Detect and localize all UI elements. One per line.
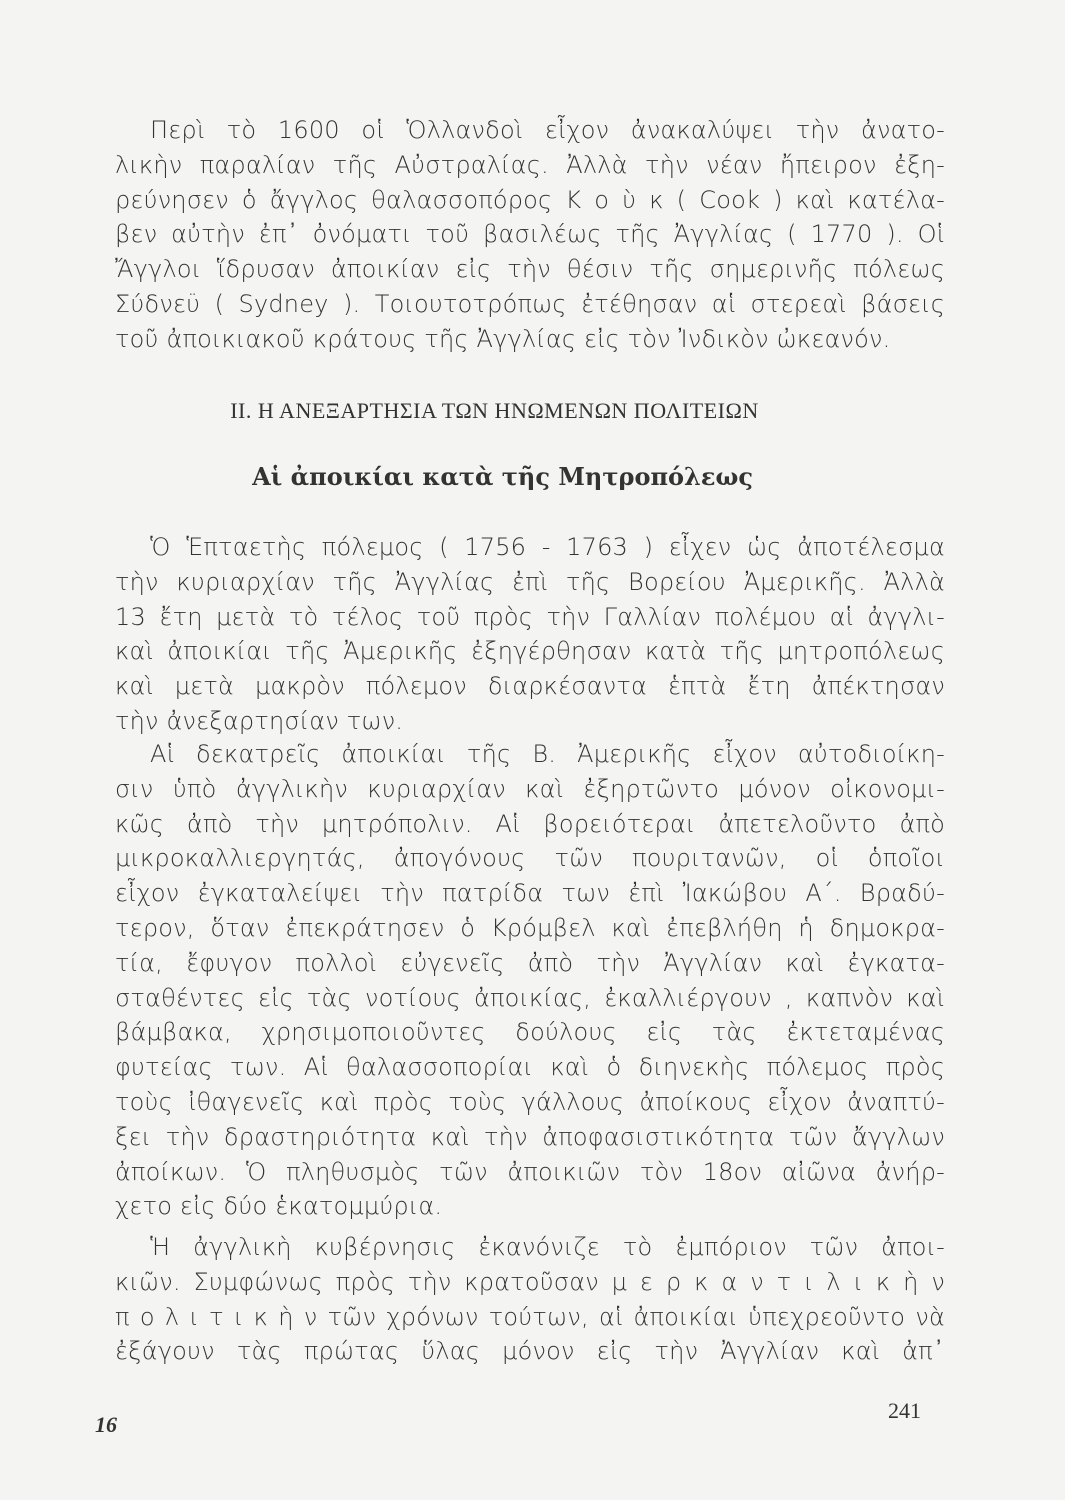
text-line: εἶχον ἐγκαταλείψει τὴν πατρίδα των ἐπὶ Ἰακώβου Α΄. Βραδύ-	[115, 879, 945, 908]
section-heading: II. Η ΑΝΕΞΑΡΤΗΣΙΑ ΤΩΝ ΗΝΩΜΕΝΩΝ ΠΟΛΙΤΕΙΩΝ	[230, 398, 759, 423]
text-line: Ἄγγλοι ἵδρυσαν ἀποικίαν εἰς τὴν θέσιν τῆς σημερινῆς πόλεως	[115, 255, 945, 284]
text-line: τερον, ὅταν ἐπεκράτησεν ὁ Κρόμβελ καὶ ἐπεβλήθη ἡ δημοκρα-	[115, 914, 945, 942]
text-line: ἐξάγουν τὰς πρώτας ὕλας μόνον εἰς τὴν Ἀγγλίαν καὶ ἀπ᾽	[115, 1337, 945, 1366]
text-line: Σύδνεϋ ( Sydney ). Τοιουτοτρόπως ἐτέθησαν αἱ στερεαὶ βάσεις	[115, 290, 945, 318]
text-line: μικροκαλλιεργητάς, ἀπογόνους τῶν πουριτανῶν, οἱ ὁποῖοι	[115, 844, 945, 873]
page-number: 241	[888, 1398, 921, 1423]
text-line: τὴν κυριαρχίαν τῆς Ἀγγλίας ἐπὶ τῆς Βορείου Ἀμερικῆς. Ἀλλὰ	[115, 567, 945, 596]
text-line: φυτείας των. Αἱ θαλασσοπορίαι καὶ ὁ διηνεκὴς πόλεμος πρὸς	[115, 1053, 945, 1082]
signature-mark: 16	[95, 1412, 117, 1437]
text-line: Ὁ Ἑπταετὴς πόλεμος ( 1756 - 1763 ) εἶχεν ὡς ἀποτέλεσμα	[150, 533, 945, 561]
text-line: π ο λ ι τ ι κ ὴ ν τῶν χρόνων τούτων, αἱ ἀποικίαι ὑπεχρεοῦντο νὰ	[115, 1302, 945, 1331]
text-line: τοῦ ἀποικιακοῦ κράτους τῆς Ἀγγλίας εἰς τὸν Ἰνδικὸν ὠκεανόν.	[115, 324, 891, 353]
text-line: βεν αὐτὴν ἐπ᾽ ὀνόματι τοῦ βασιλέως τῆς Ἀγγλίας ( 1770 ). Οἱ	[115, 220, 945, 249]
text-line: ἀποίκων. Ὁ πληθυσμὸς τῶν ἀποικιῶν τὸν 18ον αἰῶνα ἀνήρ-	[115, 1157, 945, 1186]
text-line: τία, ἔφυγον πολλοὶ εὐγενεῖς ἀπὸ τὴν Ἀγγλίαν καὶ ἐγκατα-	[115, 948, 945, 977]
text-line: χετο εἰς δύο ἑκατομμύρια.	[115, 1192, 443, 1221]
text-line: κιῶν. Συμφώνως πρὸς τὴν κρατοῦσαν μ ε ρ κ α ν τ ι λ ι κ ὴ ν	[115, 1267, 945, 1296]
text-line: Αἱ δεκατρεῖς ἀποικίαι τῆς Β. Ἀμερικῆς εἶχον αὐτοδιοίκη-	[150, 740, 945, 768]
text-line: ξει τὴν δραστηριότητα καὶ τὴν ἀποφασιστικότητα τῶν ἄγγλων	[115, 1122, 945, 1151]
text-line: Ἡ ἀγγλικὴ κυβέρνησις ἐκανόνιζε τὸ ἐμπόριον τῶν ἀποι-	[150, 1233, 945, 1261]
text-line: τοὺς ἰθαγενεῖς καὶ πρὸς τοὺς γάλλους ἀποίκους εἶχον ἀναπτύ-	[115, 1088, 945, 1116]
text-line: σταθέντες εἰς τὰς νοτίους ἀποικίας, ἐκαλλιέργουν , καπνὸν καὶ	[115, 983, 945, 1012]
subsection-heading: Αἱ ἀποικίαι κατὰ τῆς Μητροπόλεως	[252, 462, 753, 491]
text-line: καὶ μετὰ μακρὸν πόλεμον διαρκέσαντα ἑπτὰ ἔτη ἀπέκτησαν	[115, 672, 945, 701]
text-line: ρεύνησεν ὁ ἄγγλος θαλασσοπόρος Κ ο ὺ κ ( Cook ) καὶ κατέλα-	[115, 185, 945, 214]
text-line: καὶ ἀποικίαι τῆς Ἀμερικῆς ἐξηγέρθησαν κατὰ τῆς μητροπόλεως	[115, 637, 945, 666]
text-line: κῶς ἀπὸ τὴν μητρόπολιν. Αἱ βορειότεραι ἀπετελοῦντο ἀπὸ	[115, 809, 945, 838]
text-line: τὴν ἀνεξαρτησίαν των.	[115, 707, 404, 735]
text-line: λικὴν παραλίαν τῆς Αὐστραλίας. Ἀλλὰ τὴν νέαν ἤπειρον ἐξη-	[115, 150, 945, 179]
text-line: Περὶ τὸ 1600 οἱ Ὁλλανδοὶ εἶχον ἀνακαλύψει τὴν ἀνατο-	[150, 116, 945, 144]
text-line: 13 ἔτη μετὰ τὸ τέλος τοῦ πρὸς τὴν Γαλλίαν πολέμου αἱ ἀγγλι-	[115, 602, 945, 631]
text-line: βάμβακα, χρησιμοποιοῦντες δούλους εἰς τὰς ἐκτεταμένας	[115, 1018, 945, 1047]
text-line: σιν ὑπὸ ἀγγλικὴν κυριαρχίαν καὶ ἐξηρτῶντο μόνον οἰκονομι-	[115, 774, 945, 803]
